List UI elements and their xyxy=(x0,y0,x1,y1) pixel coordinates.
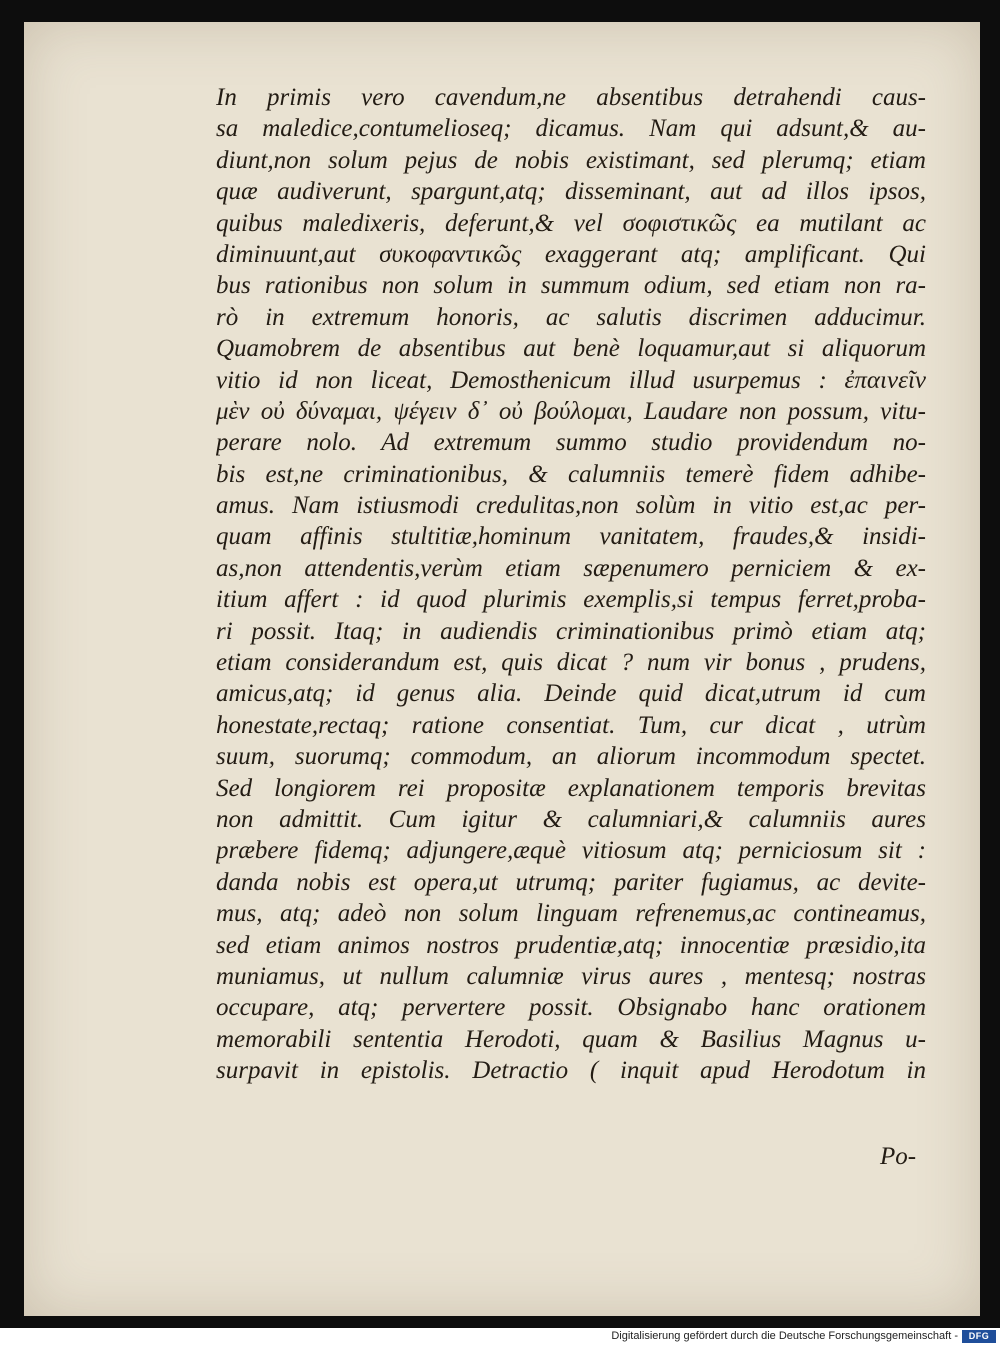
text-line: perare nolo. Ad extremum summo studio providendum no- xyxy=(216,429,926,457)
text-line: itium affert : id quod plurimis exemplis,si tempus ferret,proba- xyxy=(216,586,926,614)
text-line: quibus maledixeris, deferunt,& vel σοφιστικῶς ea mutilant ac xyxy=(216,209,926,237)
funding-credit: Digitalisierung gefördert durch die Deutsche Forschungsgemeinschaft - xyxy=(611,1330,958,1342)
book-page xyxy=(24,22,980,1316)
text-line: amicus,atq; id genus alia. Deinde quid dicat,utrum id cum xyxy=(216,680,926,708)
text-line: bis est,ne criminationibus, & calumniis temerè fidem adhibe- xyxy=(216,460,926,488)
text-line: occupare, atq; pervertere possit. Obsignabo hanc orationem xyxy=(216,994,926,1022)
text-line: as,non attendentis,verùm etiam sæpenumero perniciem & ex- xyxy=(216,554,926,582)
text-line: Sed longiorem rei propositæ explanationem temporis brevitas xyxy=(216,774,926,802)
text-line: muniamus, ut nullum calumniæ virus aures , mentesq; nostras xyxy=(216,962,926,990)
text-line: mus, atq; adeò non solum linguam refrenemus,ac contineamus, xyxy=(216,900,926,928)
text-line: quæ audiverunt, spargunt,atq; disseminant, aut ad illos ipsos, xyxy=(216,178,926,206)
text-line: bus rationibus non solum in summum odium, sed etiam non ra- xyxy=(216,272,926,300)
text-line: sa maledice,contumelioseq; dicamus. Nam qui adsunt,& au- xyxy=(216,115,926,143)
dfg-logo: DFG xyxy=(962,1330,996,1343)
text-line: rò in extremum honoris, ac salutis discrimen adducimur. xyxy=(216,303,926,331)
text-line: quam affinis stultitiæ,hominum vanitatem, fraudes,& insidi- xyxy=(216,523,926,551)
text-line: honestate,rectaq; ratione consentiat. Tum, cur dicat , utrùm xyxy=(216,711,926,739)
text-line: præbere fidemq; adjungere,æquè vitiosum atq; perniciosum sit : xyxy=(216,837,926,865)
text-line: surpavit in epistolis. Detractio ( inquit apud Herodotum in xyxy=(216,1057,926,1085)
text-line: μὲν οὐ δύναμαι, ψέγειν δ᾽ οὐ βούλομαι, Laudare non possum, vitu- xyxy=(216,397,926,425)
text-line: vitio id non liceat, Demosthenicum illud usurpemus : ἐπαινεῖν xyxy=(216,366,926,394)
text-line: In primis vero cavendum,ne absentibus detrahendi caus- xyxy=(216,84,926,111)
text-line: Quamobrem de absentibus aut benè loquamur,aut si aliquorum xyxy=(216,335,926,363)
text-line: non admittit. Cum igitur & calumniari,& calumniis aures xyxy=(216,805,926,833)
text-line: memorabili sententia Herodoti, quam & Basilius Magnus u- xyxy=(216,1025,926,1053)
catchword: Po- xyxy=(880,1143,917,1170)
body-text xyxy=(216,82,926,1087)
text-line: etiam considerandum est, quis dicat ? num vir bonus , prudens, xyxy=(216,649,926,677)
text-line: ri possit. Itaq; in audiendis criminationibus primò etiam atq; xyxy=(216,617,926,645)
text-line: diunt,non solum pejus de nobis existimant, sed plerumq; etiam xyxy=(216,146,926,174)
text-line: amus. Nam istiusmodi credulitas,non solùm in vitio est,ac per- xyxy=(216,492,926,520)
text-line: danda nobis est opera,ut utrumq; pariter fugiamus, ac devite- xyxy=(216,868,926,896)
text-line: sed etiam animos nostros prudentiæ,atq; innocentiæ præsidio,ita xyxy=(216,931,926,959)
text-line: suum, suorumq; commodum, an aliorum incommodum spectet. xyxy=(216,743,926,771)
text-line: diminuunt,aut συκοφαντικῶς exaggerant atq; amplificant. Qui xyxy=(216,240,926,268)
footer-bar xyxy=(0,1328,1000,1346)
